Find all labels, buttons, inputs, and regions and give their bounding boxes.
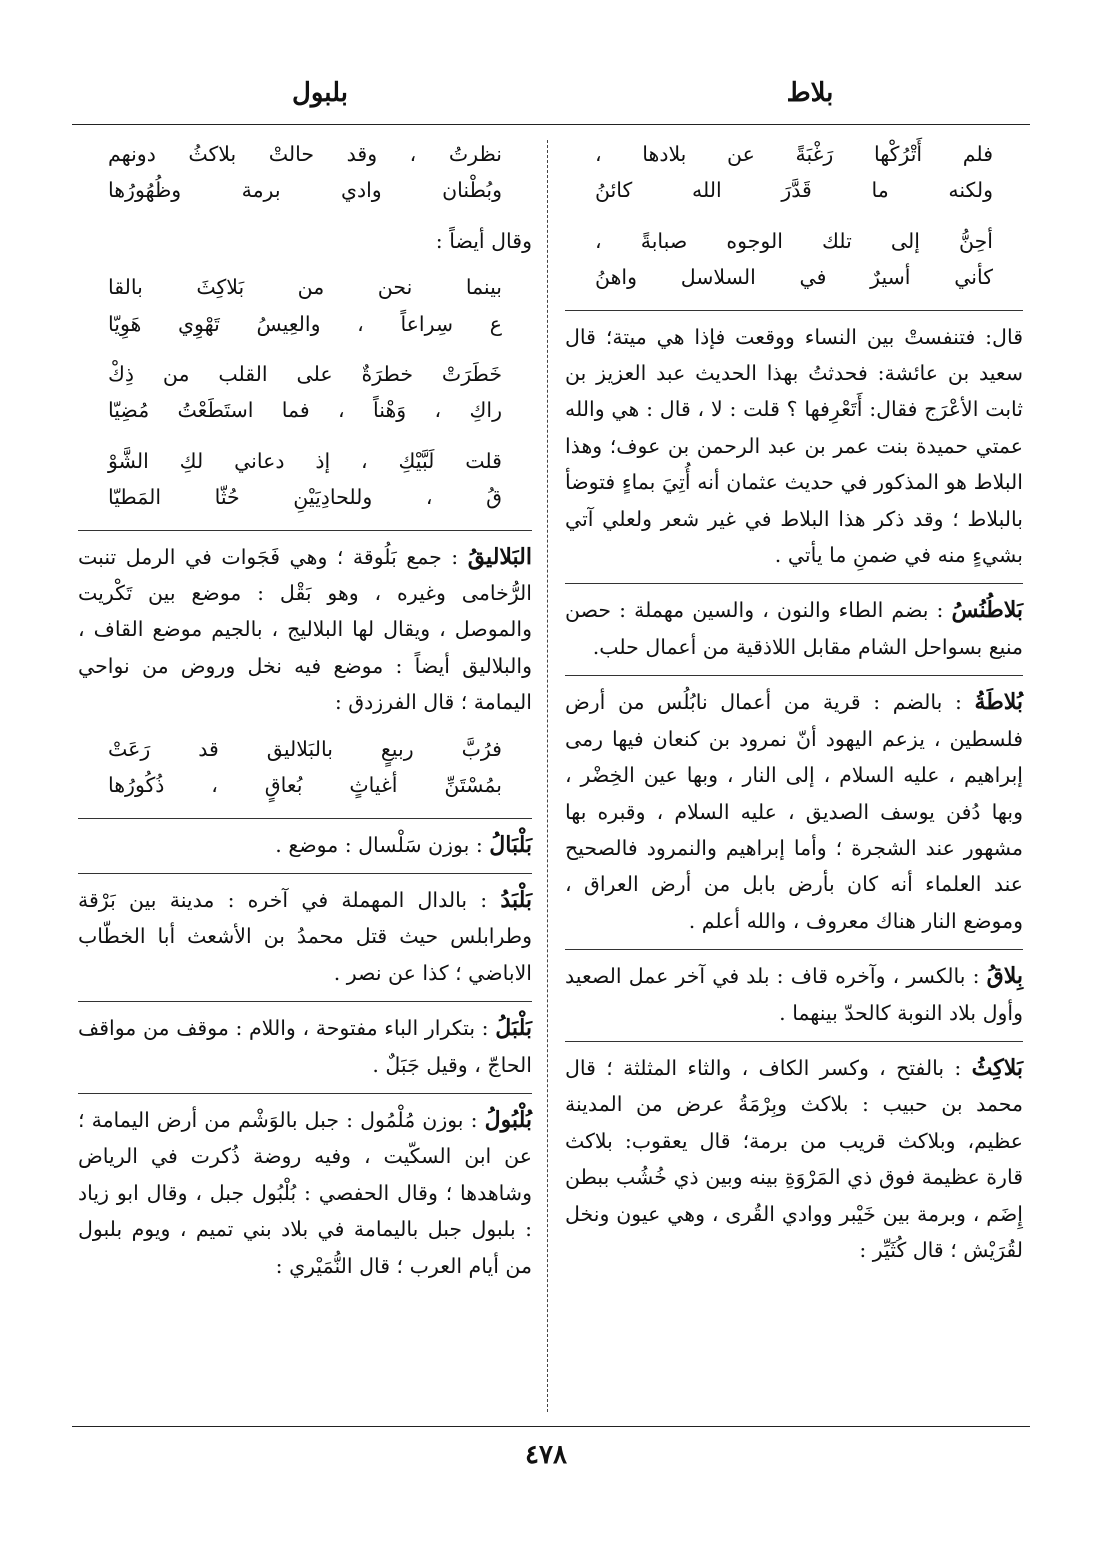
entry-text-continued: قال محمد بن حبيب : بلاكث وبِرْمَةُ عرض من المدينة عظيم، وبلاكث قريب من برمة؛ قال يعقوب: بلاكث قارة عظيمة فوق ذي المَرْوَةِ بينه وبين ذي خُشُب ببطن إِضَم ، وبرمة بين خَيْبر ووادي القُرى ، وهي عيون ونخل لقُرَيْش ؛ قال كُثَيِّر : bbox=[565, 1055, 1023, 1262]
entry-text: : بالضم : قرية من أعمال نابُلُس من أرض فلسطين ، يزعم اليهود أنّ نمرود بن كنعان فيها رمى إبراهيم ، عليه السلام ، إلى النار ، وبها عين الخِضْر ، وبها دُفن يوسف الصديق ، عليه السلام ، وقبره بها مشهور عند الشجرة ؛ وأما إبراهيم والنمرود فالصحيح عند العلماء أنه كان بأرض بابل من أرض العراق ، وموضع النار هناك معروف ، والله أعلم . bbox=[565, 690, 1023, 933]
entry-bilaq bbox=[565, 949, 1023, 1031]
verse-block bbox=[565, 223, 1023, 296]
verse-line: ولكنه ما قَدَّرَ الله كائنُ bbox=[595, 178, 993, 203]
entry-balbad bbox=[78, 873, 532, 991]
verse-line: بينما نحن من بَلاكِثَ بالقا bbox=[108, 275, 502, 300]
entry-text: : بالدال المهملة في آخره : مدينة بين بَرْقة وطرابلس حيث قتل محمدُ بن الأشعث أبا الخطّاب الاباضي ؛ كذا عن نصر . bbox=[78, 887, 532, 985]
running-header-right: بلاط bbox=[786, 78, 834, 108]
entry-balatunus bbox=[565, 583, 1023, 665]
verse-line: ع سِراعاً ، والعِيسُ تَهْوِي هَوِيّا bbox=[108, 311, 502, 336]
entry-balbal bbox=[78, 1001, 532, 1083]
verse-line: نظرتُ ، وقد حالتْ بلاكثُ دونهم bbox=[108, 142, 502, 166]
verse-line: وبُطْنان وادي برمة وظُهُورُها bbox=[108, 178, 502, 203]
entry-headword: بُلْبُولُ bbox=[484, 1106, 532, 1133]
entry-bulbul bbox=[78, 1093, 532, 1284]
verse-line: قُ ، وللحادِيَيْنِ حُثّا المَطيّا bbox=[108, 485, 502, 510]
entry-headword: بَلاكِثُ bbox=[971, 1054, 1023, 1081]
verse-line: بمُسْتَنِّ أغياثٍ بُعاقٍ ، ذُكُورُها bbox=[108, 773, 502, 798]
verse-line: فلم أَتْرُكْها رَغْبَةً عن بلادها ، bbox=[595, 142, 993, 166]
entry-balakith bbox=[565, 1041, 1023, 1268]
right-column bbox=[565, 136, 1023, 1278]
entry-text: : جمع بَلُوقة ؛ وهي فَجَوات في الرمل تنبت الرُّخامى وغيره ، وهو بَقْل : موضع بين تَكْريت والموصل ، ويقال لها البلاليج ، بالجيم موضع القاف ، والبلاليق أيضاً : موضع فيه نخل وروض من نواحي اليمامة ؛ قال الفرزدق : bbox=[78, 544, 532, 715]
entry-text: : بتكرار الباء مفتوحة ، واللام : موقف من مواقف الحاجّ ، وقيل جَبَلٌ . bbox=[78, 1016, 532, 1077]
entry-headword: بِلاقُ bbox=[986, 963, 1023, 990]
entry-balbal-2 bbox=[78, 818, 532, 863]
verse-block bbox=[78, 269, 532, 342]
intro-line: وقال أيضاً : bbox=[435, 228, 532, 253]
footer-rule bbox=[72, 1426, 1030, 1427]
entry-text: : بوزن سَلْسال : موضع . bbox=[275, 832, 483, 857]
verse-line: قلت لَبَّيْكِ ، إذ دعاني لكِ الشَّوْ bbox=[108, 448, 502, 473]
verse-block bbox=[78, 731, 532, 804]
entry-bulata bbox=[565, 675, 1023, 939]
verse-line: خَطَرَتْ خطرَةٌ على القلب من ذِكْ bbox=[108, 362, 502, 387]
entry-headword: بُلاطَةُ bbox=[974, 689, 1023, 716]
paragraph: قال: فتنفستْ بين النساء ووقعت فإذا هي ميتة؛ قال سعيد بن عائشة: فحدثتُ بهذا الحديث عبد العزيز بن ثابت الأعْرَج فقال: أَتَعْرِفها ؟ قلت : لا ، قال : هي والله عمتي حميدة بنت عمر بن عبد الرحمن بن عوف؛ وهذا البلاط هو المذكور في حديث عثمان أنه أُتِيَ بماءٍ فتوضأ بالبلاط ؛ وقد ذكر هذا البلاط في غير شعر ولعلي آتي بشيءٍ منه في ضمنِ ما يأتي . bbox=[565, 310, 1023, 574]
left-column bbox=[78, 136, 532, 1294]
entry-balaliq bbox=[78, 530, 532, 721]
verse-block bbox=[565, 136, 1023, 209]
entry-headword: بَلْبَالُ bbox=[489, 831, 532, 858]
running-header-left: بلبول bbox=[291, 78, 348, 108]
page-number: ٤٧٨ bbox=[525, 1440, 567, 1470]
entry-text: : بالكسر ، وآخره قاف : بلد في آخر عمل الصعيد وأول بلاد النوبة كالحدّ بينهما . bbox=[565, 964, 1023, 1025]
entry-text: : بالفتح ، وكسر الكاف ، والثاء المثلثة ؛ bbox=[606, 1055, 962, 1080]
verse-block bbox=[78, 356, 532, 429]
entry-text: : بضم الطاء والنون ، والسين مهملة : حصن منيع بسواحل الشام مقابل اللاذقية من أعمال حلب. bbox=[565, 598, 1023, 659]
entry-headword: البَلاليقُ bbox=[467, 543, 532, 570]
verse-block bbox=[78, 443, 532, 516]
verse-line: فرُبَّ ربيعٍ بالبَلاليق قد رَعَتْ bbox=[108, 736, 502, 761]
header-rule bbox=[72, 124, 1030, 125]
entry-headword: بَلْبَدُ bbox=[500, 886, 532, 913]
entry-headword: بَلاطُنُسُ bbox=[951, 597, 1023, 624]
entry-headword: بَلْبَلُ bbox=[495, 1015, 532, 1042]
verse-line: راكِ ، وَهْناً ، فما استَطَعْتُ مُضِيّا bbox=[108, 398, 502, 423]
entry-text: : بوزن مُلْمُول : جبل بالوَشْم من أرض اليمامة ؛ عن ابن السكّيت ، وفيه روضة ذُكرت في الرياض وشاهدها ؛ وقال الحفصي : بُلْبُول جبل ، وقال ابو زياد : بلبول جبل باليمامة في بلاد بني تميم ، ويوم بلبول من أيام العرب ؛ قال النُّمَيْري : bbox=[78, 1107, 532, 1278]
column-divider bbox=[547, 140, 548, 1412]
verse-line: كأني أسيرٌ في السلاسل واهنُ bbox=[595, 265, 993, 290]
verse-line: أحِنُّ إلى تلك الوجوه صبابةً ، bbox=[595, 228, 993, 253]
verse-block bbox=[78, 136, 532, 209]
